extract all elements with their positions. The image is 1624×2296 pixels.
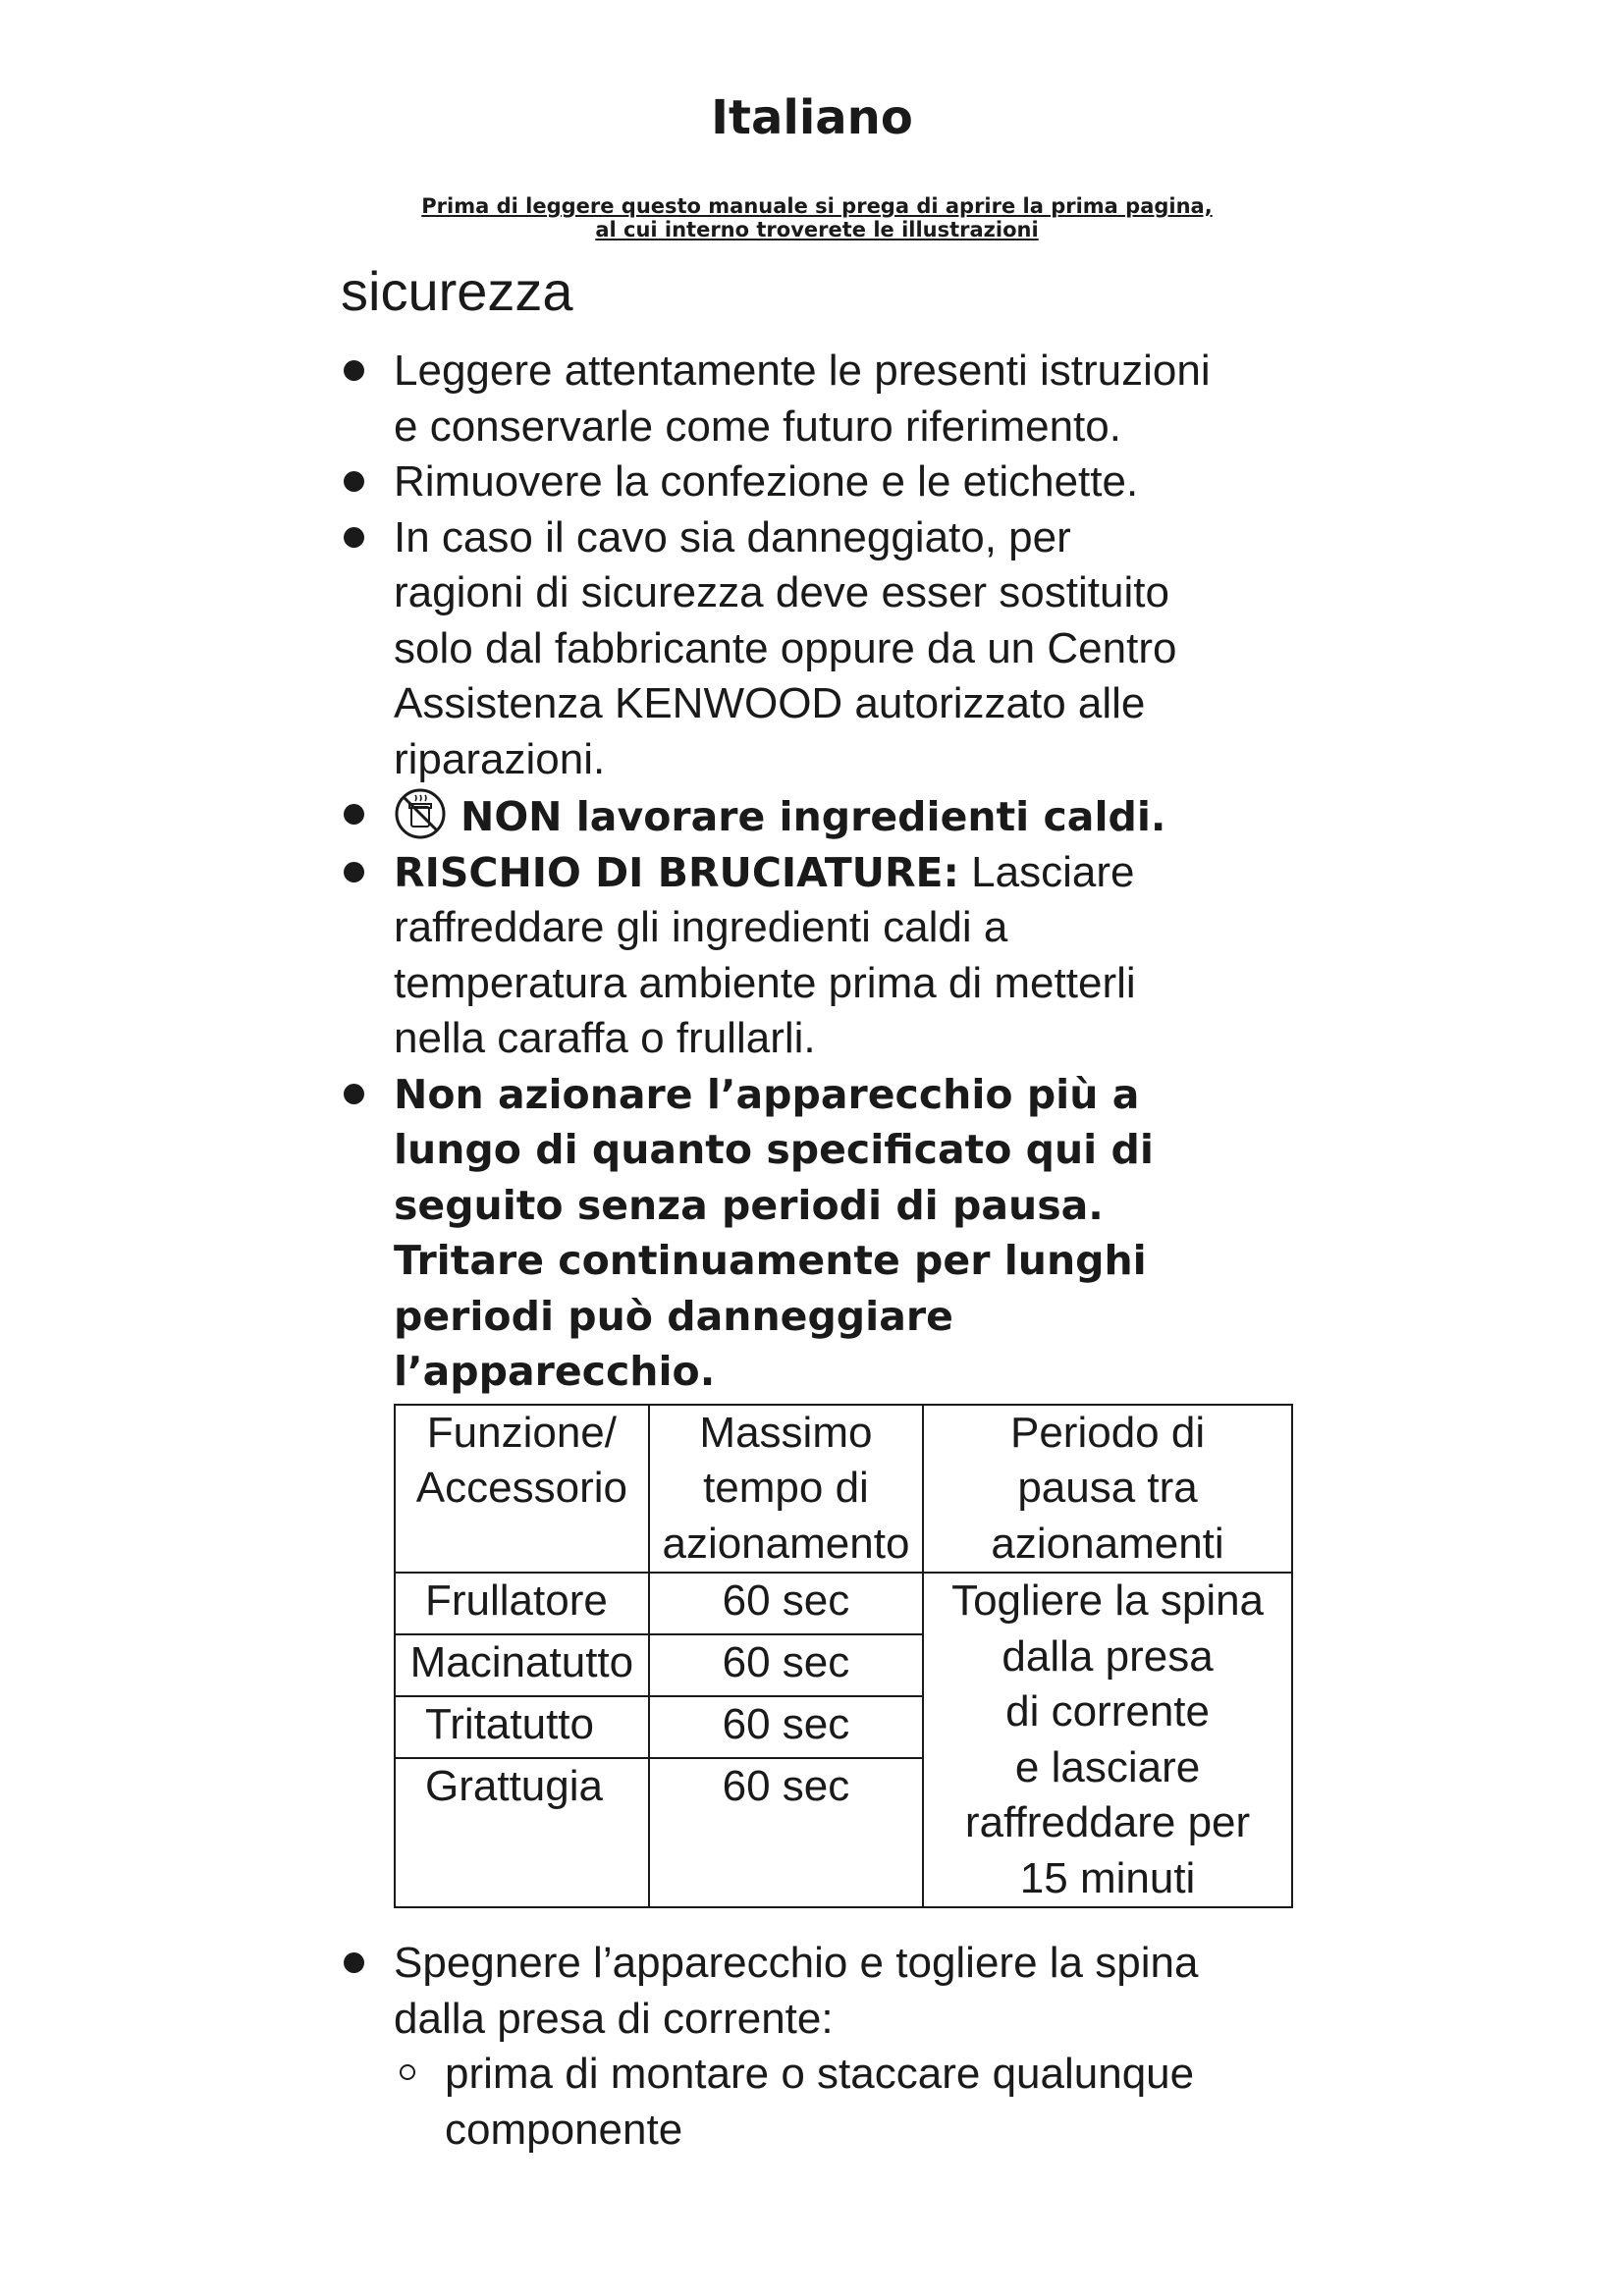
sub-item-assembly	[394, 2047, 1301, 2158]
pause-line: di corrente	[1005, 1687, 1210, 1735]
cell-function: Grattugia	[395, 1758, 649, 1907]
notice-line: al cui interno troverete le illustrazioni	[595, 218, 1039, 241]
page-title: Italiano	[711, 90, 913, 145]
text-line: prima di montare o staccare qualunque	[445, 2050, 1195, 2098]
text-line: riparazioni.	[394, 734, 606, 783]
text-line	[394, 787, 1301, 845]
table-row	[395, 1573, 1292, 1634]
table-header-row	[395, 1405, 1292, 1574]
header-function	[395, 1405, 649, 1574]
section-heading: sicurezza	[341, 260, 573, 322]
safety-item-damaged-cord	[339, 510, 1301, 788]
text-line: Spegnere l’apparecchio e togliere la spina	[394, 1939, 1199, 1987]
cell-function: Frullatore	[395, 1573, 649, 1634]
text-line: componente	[445, 2105, 683, 2154]
text-line: e conservarle come futuro riferimento.	[394, 401, 1121, 451]
safety-item-operating-time	[339, 1067, 1301, 1909]
text-line: ragioni di sicurezza deve esser sostituito	[394, 568, 1169, 616]
safety-item-read-instructions	[339, 344, 1301, 454]
safety-item-remove-packaging	[339, 454, 1301, 510]
no-hot-ingredients-icon	[394, 787, 447, 840]
pause-line: Togliere la spina	[951, 1576, 1265, 1625]
text-line: solo dal fabbricante oppure da un Centro	[394, 623, 1177, 672]
header-line: tempo di	[703, 1464, 869, 1512]
text-line: temperatura ambiente prima di metterli	[394, 958, 1136, 1007]
text-line: lungo di quanto specificato qui di	[394, 1126, 1154, 1173]
header-line: Massimo	[699, 1408, 873, 1457]
text-line	[394, 845, 1301, 901]
text-line: raffreddare gli ingredienti caldi a	[394, 903, 1008, 951]
header-pause	[923, 1405, 1292, 1574]
pause-line: 15 minuti	[1019, 1853, 1196, 1902]
text-line: l’apparecchio.	[394, 1348, 716, 1395]
header-line: azionamenti	[991, 1519, 1224, 1568]
warning-label: RISCHIO DI BRUCIATURE:	[394, 848, 959, 896]
warning-text: NON lavorare ingredienti caldi.	[460, 793, 1166, 840]
cell-time: 60 sec	[649, 1634, 923, 1696]
safety-content	[339, 344, 1301, 2158]
notice-line: Prima di leggere questo manuale si prega di aprire la prima pagina,	[421, 194, 1213, 218]
cell-time: 60 sec	[649, 1696, 923, 1758]
operating-times-table	[394, 1404, 1293, 1909]
text-fragment: Lasciare	[958, 847, 1135, 896]
header-line: Funzione/	[426, 1408, 617, 1457]
cell-time: 60 sec	[649, 1573, 923, 1634]
text-line: Leggere attentamente le presenti istruzioni	[394, 347, 1211, 395]
text-line: Non azionare l’apparecchio più a	[394, 1070, 1140, 1118]
header-line: Accessorio	[415, 1464, 627, 1512]
illustrations-notice	[353, 194, 1280, 241]
text-line: seguito senza periodi di pausa.	[394, 1181, 1104, 1229]
text-line: Rimuovere la confezione e le etichette.	[394, 457, 1139, 506]
header-line: Periodo di	[1009, 1408, 1206, 1457]
text-line: nella caraffa o frullarli.	[394, 1014, 816, 1062]
header-max-time	[649, 1405, 923, 1574]
safety-item-burn-risk	[339, 845, 1301, 1067]
safety-list	[339, 344, 1301, 2158]
cell-function: Macinatutto	[395, 1634, 649, 1696]
header-line: pausa tra	[1017, 1464, 1198, 1512]
text-line: periodi può danneggiare	[394, 1292, 953, 1340]
text-line: In caso il cavo sia danneggiato, per	[394, 512, 1071, 561]
unplug-sublist	[394, 2047, 1301, 2158]
pause-line: e lasciare	[1014, 1742, 1201, 1791]
pause-line: dalla presa	[1001, 1631, 1214, 1681]
header-line: azionamento	[662, 1519, 910, 1568]
safety-item-no-hot-ingredients	[339, 787, 1301, 845]
pause-line: raffreddare per	[964, 1798, 1251, 1846]
text-line: Assistenza KENWOOD autorizzato alle	[394, 679, 1146, 727]
text-line: dalla presa di corrente:	[394, 1994, 834, 2043]
safety-item-unplug	[339, 1936, 1301, 2158]
text-line: Tritare continuamente per lunghi	[394, 1237, 1147, 1284]
cell-function: Tritatutto	[395, 1696, 649, 1758]
cell-pause	[923, 1573, 1292, 1907]
cell-time: 60 sec	[649, 1758, 923, 1907]
